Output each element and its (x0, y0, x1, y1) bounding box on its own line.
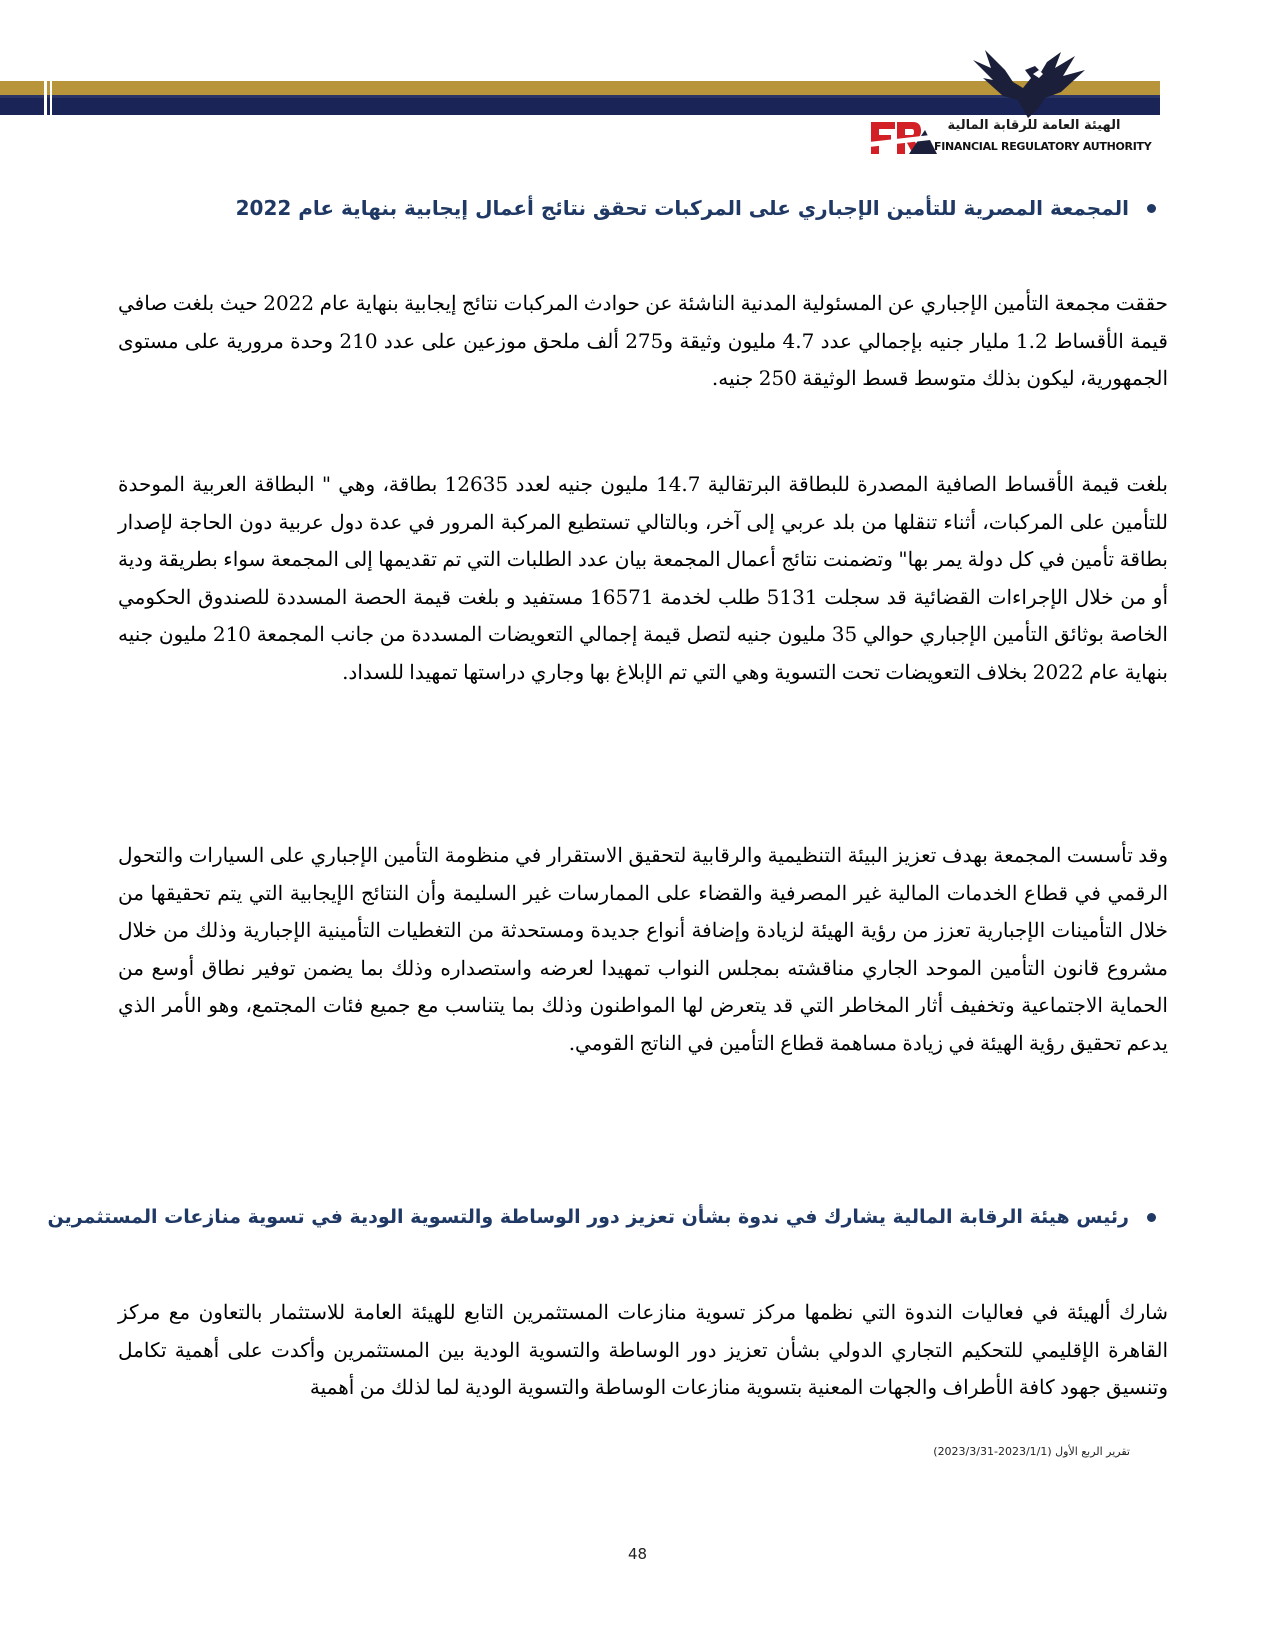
header-band (0, 0, 1275, 170)
stripe-divider (44, 81, 47, 115)
section-1-paragraph-2 (118, 466, 1168, 692)
section-2-paragraph-1 (118, 1294, 1168, 1407)
paragraph: بلغت قيمة الأقساط الصافية المصدرة للبطاقة البرتقالية 14.7 مليون جنيه لعدد 12635 بطاقة، وهي " البطاقة العربية الموحدة للتأمين على المركبات، أثناء تنقلها من بلد عربي إلى آخر، وبالتالي تستطيع المركبة المرور في عدة دول عربية دون الحاجة لإصدار بطاقة تأمين في كل دولة يمر بها" وتضمنت نتائج أعمال المجمعة بيان عدد الطلبات التي تم تقديمها إلى المجمعة سواء بطريقة ودية أو من خلال الإجراءات القضائية قد سجلت 5131 طلب لخدمة 16571 مستفيد و بلغت قيمة الحصة المسددة للصندوق الحكومي الخاصة بوثائق التأمين الإجباري حوالي 35 مليون جنيه لتصل قيمة إجمالي التعويضات المسددة من جانب المجمعة 210 مليون جنيه بنهاية عام 2022 بخلاف التعويضات تحت التسوية وهي التي تم الإبلاغ بها وجاري دراستها تمهيدا للسداد. (118, 472, 1168, 684)
heading-text: المجمعة المصرية للتأمين الإجباري على المركبات تحقق نتائج أعمال إيجابية بنهاية عام 2022 (235, 196, 1129, 220)
page-number: 48 (627, 1545, 648, 1563)
section-1-paragraph-1 (118, 285, 1168, 398)
paragraph: حققت مجمعة التأمين الإجباري عن المسئولية المدنية الناشئة عن حوادث المركبات نتائج إيجابية بنهاية عام 2022 حيث بلغت صافي قيمة الأقساط 1.2 مليار جنيه بإجمالي عدد 4.7 مليون وثيقة و275 ألف ملحق موزعين على عدد 210 وحدة مرورية على مستوى الجمهورية، ليكون بذلك متوسط قسط الوثيقة 250 جنيه. (118, 291, 1169, 391)
logo-arabic-name: الهيئة العامة للرقابة المالية (947, 118, 1121, 133)
section-heading (47, 1206, 1168, 1228)
section-heading (118, 196, 1168, 220)
section-1-heading-row (118, 196, 1168, 220)
authority-logo (869, 48, 1152, 163)
logo-english-name: FINANCIAL REGULATORY AUTHORITY (934, 140, 1152, 153)
paragraph: شارك ألهيئة في فعاليات الندوة التي نظمها مركز تسوية منازعات المستثمرين التابع للهيئة العامة للاستثمار بالتعاون مع مركز القاهرة الإقليمي للتحكيم التجاري الدولي بشأن تعزيز دور الوساطة والتسوية الودية بين المستثمرين وأكدت على أهمية تكامل وتنسيق جهود كافة الأطراف والجهات المعنية بتسوية منازعات الوساطة والتسوية الودية لما لذلك من أهمية (118, 1300, 1168, 1400)
paragraph: وقد تأسست المجمعة بهدف تعزيز البيئة التنظيمية والرقابية لتحقيق الاستقرار في منظومة التأمين الإجباري على السيارات والتحول الرقمي في قطاع الخدمات المالية غير المصرفية والقضاء على الممارسات غير السليمة وأن النتائج الإيجابية التي يتم تحقيقها من خلال التأمينات الإجبارية تعزز من رؤية الهيئة لزيادة وإضافة أنواع جديدة ومستحدثة من التغطيات التأمينية الإجبارية وذلك من خلال مشروع قانون التأمين الموحد الجاري مناقشته بمجلس النواب تمهيدا لعرضه واستصداره وذلك بما يضمن توفير نطاق أوسع من الحماية الاجتماعية وتخفيف أثار المخاطر التي قد يتعرض لها المواطنون وذلك بما يتناسب مع جميع فئات المجتمع، وهو الأمر الذي يدعم تحقيق رؤية الهيئة في زيادة مساهمة قطاع التأمين في الناتج القومي. (118, 843, 1168, 1055)
bullet-icon (1147, 1213, 1156, 1222)
eagle-icon (963, 48, 1093, 120)
report-period-note: تقرير الربع الأول (2023/1/1-2023/3/31) (933, 1445, 1130, 1458)
bullet-icon (1147, 204, 1156, 213)
heading-text: رئيس هيئة الرقابة المالية يشارك في ندوة بشأن تعزيز دور الوساطة والتسوية الودية في تسوية منازعات المستثمرين (47, 1206, 1129, 1228)
section-1-paragraph-3 (118, 837, 1168, 1063)
section-2-heading-row (47, 1206, 1168, 1228)
